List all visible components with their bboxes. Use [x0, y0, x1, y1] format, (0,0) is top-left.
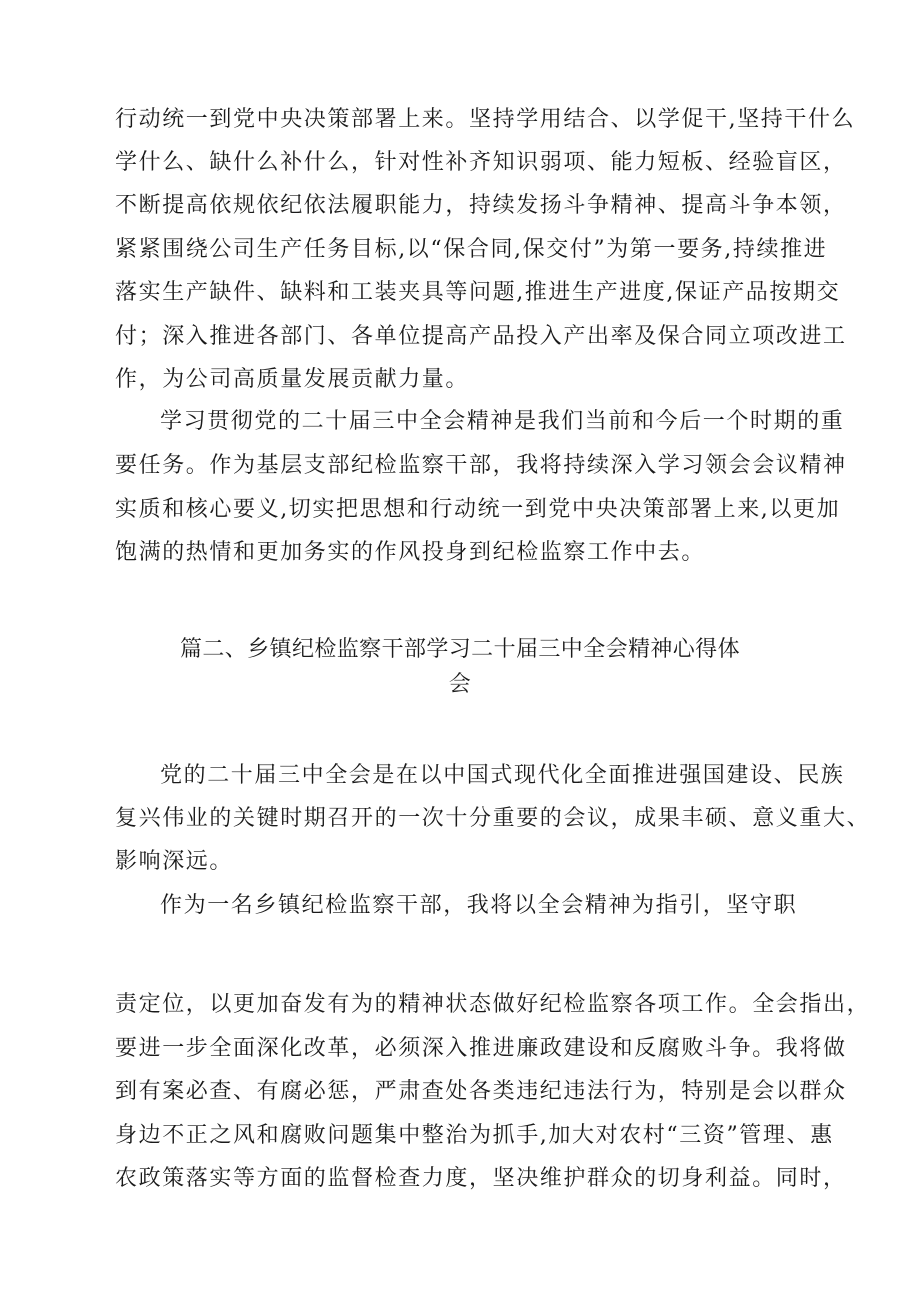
text-line: 紧紧围绕公司生产任务目标,以“保合同,保交付”为第一要务,持续推进 [115, 237, 828, 262]
text-line: 影响深远。 [115, 849, 234, 874]
text-line: 学习贯彻党的二十届三中全会精神是我们当前和今后一个时期的重 [160, 409, 845, 434]
section-heading-line: 会 [448, 672, 472, 697]
text-line: 党的二十届三中全会是在以中国式现代化全面推进强国建设、民族 [160, 763, 845, 788]
text-line: 落实生产缺件、缺料和工装夹具等问题,推进生产进度,保证产品按期交 [115, 280, 841, 305]
text-line: 作为一名乡镇纪检监察干部，我将以全会精神为指引，坚守职 [160, 893, 798, 918]
section-heading-line: 篇二、乡镇纪检监察干部学习二十届三中全会精神心得体 [179, 637, 740, 662]
text-line: 饱满的热情和更加务实的作风投身到纪检监察工作中去。 [115, 540, 706, 565]
text-line: 学什么、缺什么补什么，针对性补齐知识弱项、能力短板、经验盲区， [115, 150, 847, 175]
text-line: 到有案必查、有腐必惩，严肃查处各类违纪违法行为，特别是会以群众 [115, 1079, 847, 1104]
text-line: 不断提高依规依纪依法履职能力，持续发扬斗争精神、提高斗争本领， [115, 193, 847, 218]
text-line: 实质和核心要义,切实把思想和行动统一到党中央决策部署上来,以更加 [115, 497, 841, 522]
text-line: 责定位，以更加奋发有为的精神状态做好纪检监察各项工作。全会指出， [115, 992, 871, 1017]
text-line: 身边不正之风和腐败问题集中整治为抓手,加大对农村“三资”管理、惠 [115, 1123, 834, 1148]
text-line: 作，为公司高质量发展贡献力量。 [115, 367, 470, 392]
text-line: 行动统一到党中央决策部署上来。坚持学用结合、以学促干,坚持干什么 [115, 107, 856, 132]
text-line: 复兴伟业的关键时期召开的一次十分重要的会议，成果丰硕、意义重大、 [115, 806, 871, 831]
text-line: 付；深入推进各部门、各单位提高产品投入产出率及保合同立项改进工 [115, 324, 847, 349]
text-line: 农政策落实等方面的监督检查力度，坚决维护群众的切身利益。同时， [115, 1166, 847, 1191]
text-line: 要任务。作为基层支部纪检监察干部，我将持续深入学习领会会议精神 [115, 453, 847, 478]
text-line: 要进一步全面深化改革，必须深入推进廉政建设和反腐败斗争。我将做 [115, 1036, 847, 1061]
